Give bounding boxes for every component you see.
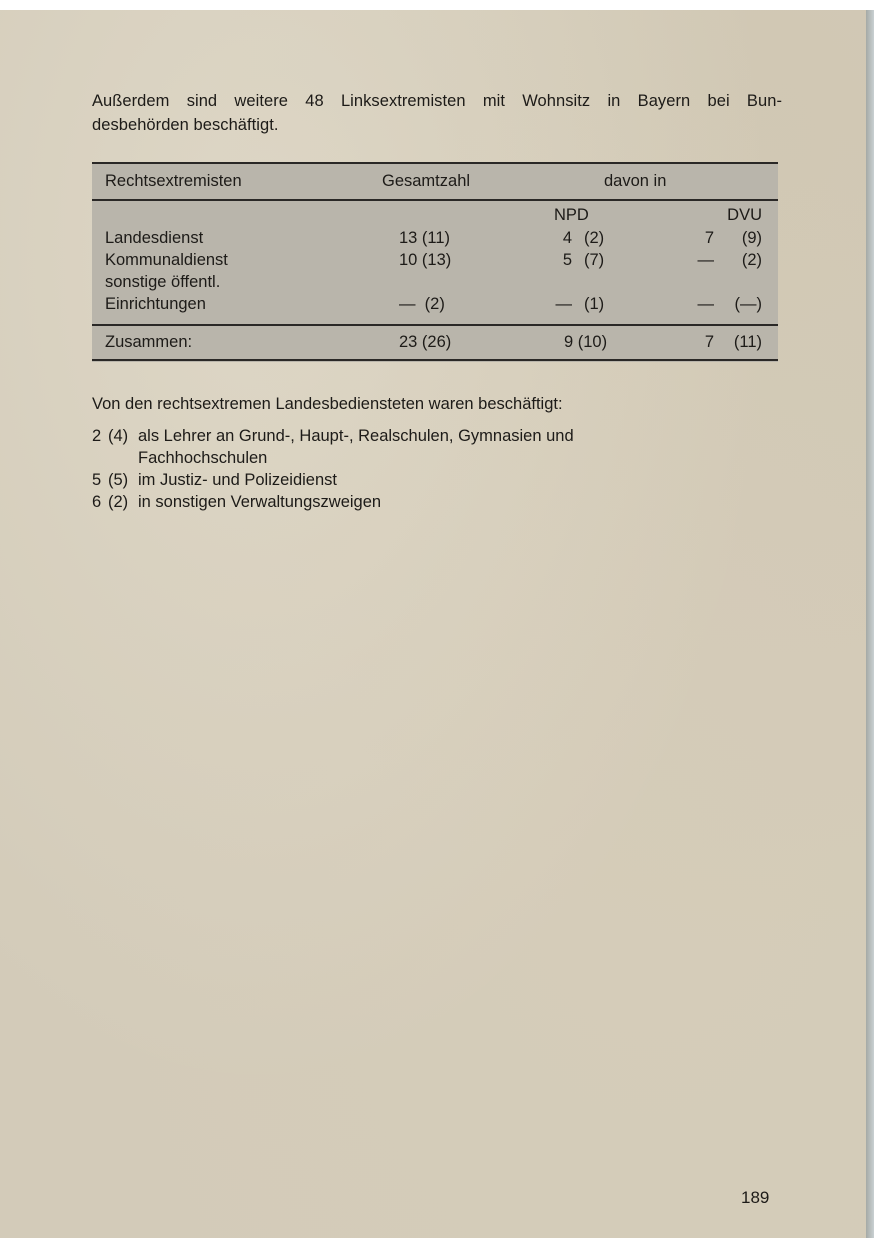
- header-total: Gesamtzahl: [382, 172, 471, 190]
- total-row-total: 23 (26): [399, 333, 452, 351]
- table-bottom-rule: [92, 359, 778, 361]
- table-row-dvu-prev: (9): [741, 229, 762, 247]
- employment-title: Von den rechtsextremen Landesbediensteten waren beschäftigt:: [92, 395, 563, 413]
- table-row-label: Einrichtungen: [105, 295, 206, 313]
- extremists-table: [92, 162, 778, 362]
- total-row-label: Zusammen:: [105, 333, 193, 351]
- subheader-npd: NPD: [554, 206, 589, 224]
- table-row-npd-current: 5: [562, 251, 572, 269]
- item-text: in sonstigen Verwaltungszweigen: [138, 493, 382, 511]
- item-prev: (5): [108, 471, 129, 489]
- total-row-dvu-current: 7: [704, 333, 714, 351]
- intro-line: desbehörden beschäftigt.: [92, 116, 279, 134]
- table-row-total: — (2): [399, 295, 445, 313]
- table-row-total: 10 (13): [399, 251, 452, 269]
- table-row-dvu-current: —: [697, 251, 714, 269]
- table-row-npd-current: 4: [562, 229, 572, 247]
- header-category: Rechtsextremisten: [105, 172, 242, 190]
- table-row-dvu-current: —: [697, 295, 714, 313]
- table-row-total: 13 (11): [399, 229, 451, 247]
- item-line: Fachhochschulen: [138, 449, 268, 467]
- table-row-npd-prev: (1): [584, 295, 605, 313]
- item-count: 6: [92, 493, 102, 511]
- header-breakdown: davon in: [604, 172, 667, 190]
- total-row-npd: 9 (10): [564, 333, 608, 351]
- subheader-dvu: DVU: [727, 206, 762, 224]
- table-row-dvu-current: 7: [704, 229, 714, 247]
- list-item: [92, 425, 574, 469]
- item-text: im Justiz- und Polizeidienst: [138, 471, 337, 489]
- page-number: 189: [741, 1188, 770, 1207]
- list-item: [92, 491, 381, 513]
- table-row-dvu-prev: (2): [741, 251, 762, 269]
- table-row-dvu-prev: (—): [734, 295, 762, 313]
- table-row-npd-prev: (7): [584, 251, 605, 269]
- item-count: 5: [92, 471, 102, 489]
- intro-paragraph: [92, 89, 782, 137]
- table-row-label: Landesdienst: [105, 229, 204, 247]
- total-row-dvu-prev: (11): [733, 333, 762, 351]
- table-row-npd-current: —: [555, 295, 572, 313]
- table-top-rule: [92, 162, 778, 164]
- page-edge: [866, 10, 874, 1238]
- list-item: [92, 469, 337, 491]
- item-prev: (2): [108, 493, 129, 511]
- intro-line: Außerdem sind weitere 48 Linksextremisten mit Wohnsitz in Bayern bei Bun-: [92, 92, 782, 110]
- table-total-rule: [92, 324, 778, 326]
- item-prev: (4): [108, 427, 129, 445]
- item-text: [138, 425, 574, 469]
- table-header-rule: [92, 199, 778, 201]
- table-row-label: Kommunaldienst: [105, 251, 228, 269]
- item-line: als Lehrer an Grund-, Haupt-, Realschulen, Gymnasien und: [138, 427, 574, 445]
- table-row-label: sonstige öffentl.: [105, 273, 221, 291]
- table-row-npd-prev: (2): [584, 229, 605, 247]
- item-count: 2: [92, 427, 102, 445]
